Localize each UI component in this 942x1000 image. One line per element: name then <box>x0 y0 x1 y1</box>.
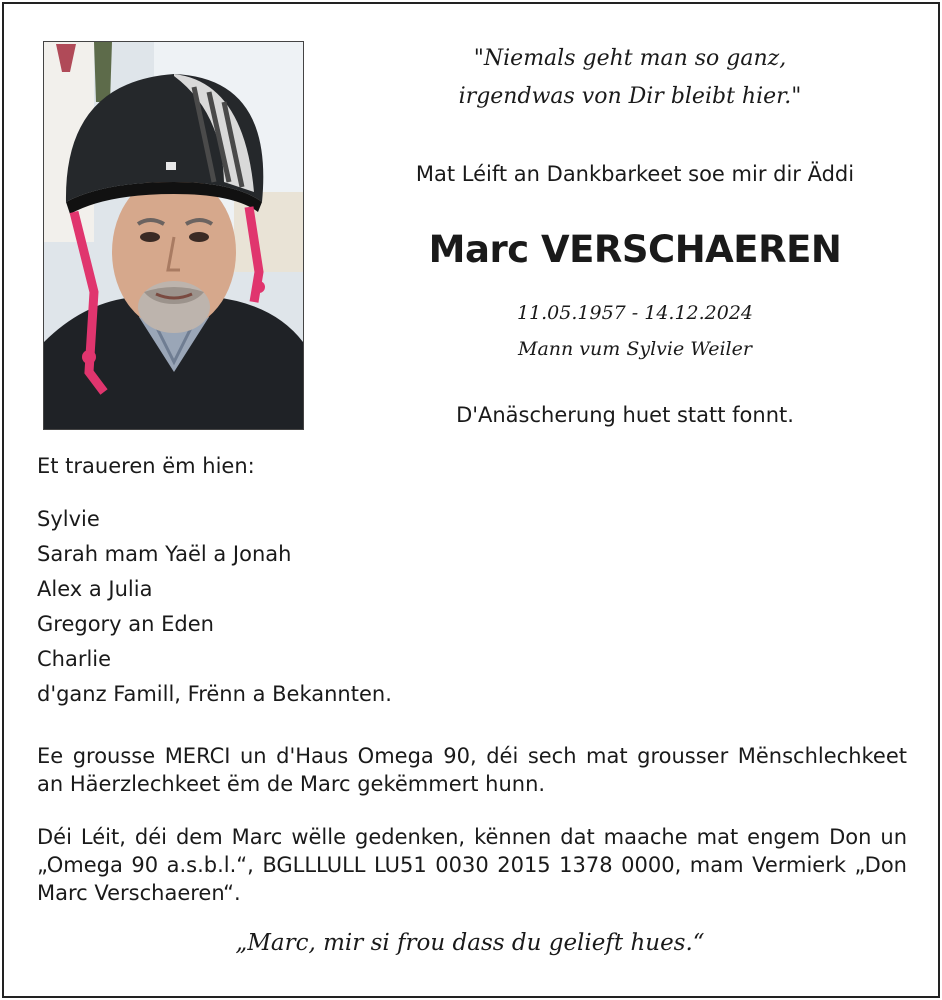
portrait-illustration <box>44 42 303 429</box>
mourner-item: Sarah mam Yaël a Jonah <box>37 542 292 566</box>
epigraph-quote <box>390 40 870 116</box>
mourner-item: Alex a Julia <box>37 577 153 601</box>
cremation-note: D'Anäscherung huet statt fonnt. <box>456 403 794 427</box>
mourners-list <box>37 502 392 712</box>
life-dates: 11.05.1957 - 14.12.2024 <box>516 302 754 324</box>
thanks-paragraph: Ee grousse MERCI un d'Haus Omega 90, déi sech mat grousser Mënschlechkeet an Häerzlechkeet ëm de Marc gekëmmert hunn. <box>37 744 907 796</box>
dedication-line: Mat Léift an Dankbarkeet soe mir dir Äddi <box>415 162 855 186</box>
quote-line-1: "Niemals geht man so ganz, <box>473 46 787 71</box>
mourner-item: Sylvie <box>37 507 100 531</box>
deceased-name: Marc VERSCHAEREN <box>428 228 842 271</box>
mourner-item: Gregory an Eden <box>37 612 214 636</box>
mourner-item: d'ganz Famill, Frënn a Bekannten. <box>37 682 392 706</box>
closing-quote: „Marc, mir si frou dass du gelieft hues.“ <box>235 930 705 956</box>
mourners-title: Et traueren ëm hien: <box>37 454 255 478</box>
quote-line-2: irgendwas von Dir bleibt hier." <box>458 84 802 109</box>
portrait-photo <box>43 41 304 430</box>
spouse-line: Mann vum Sylvie Weiler <box>518 338 752 360</box>
mourner-item: Charlie <box>37 647 112 671</box>
donation-paragraph: Déi Léit, déi dem Marc wëlle gedenken, kënnen dat maache mat engem Don un „Omega 90 a.s.b.l.“, BGLLLULL LU51 0030 2015 1378 0000, mam Vermierk „Don Marc Verschaeren“. <box>37 825 907 905</box>
